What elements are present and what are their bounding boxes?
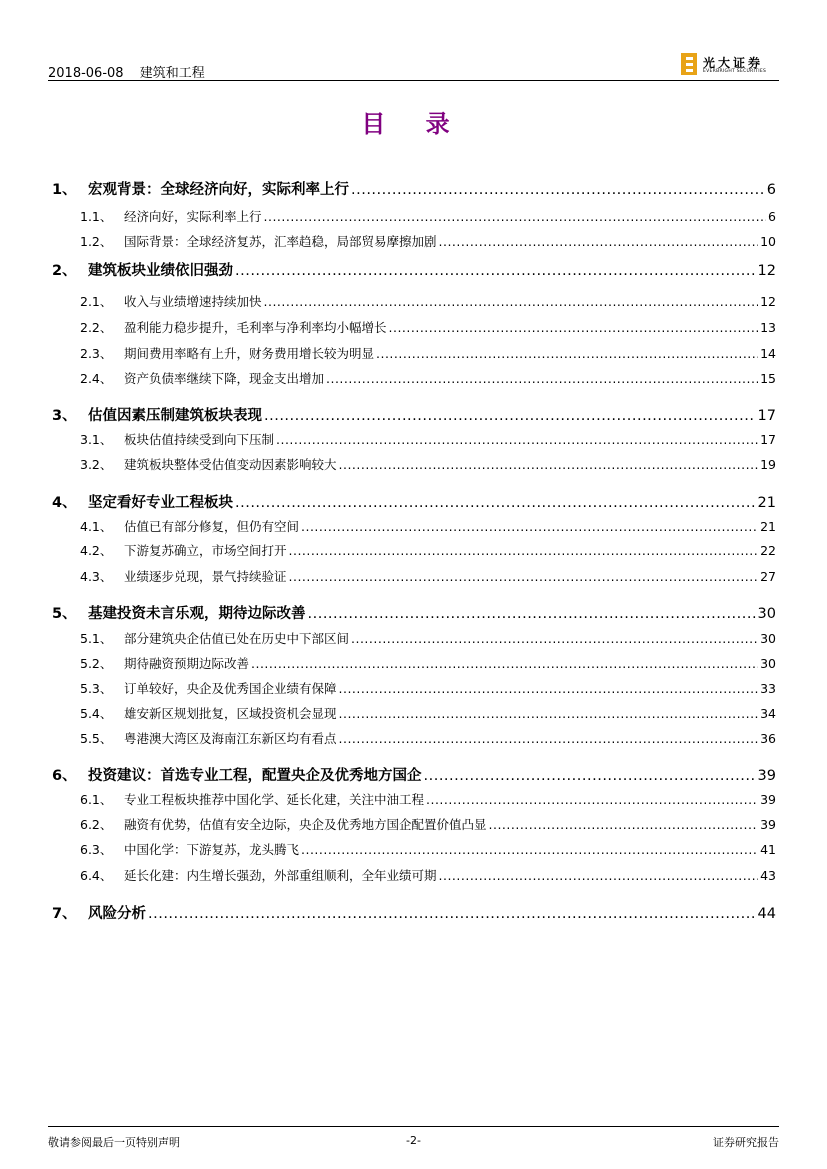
toc-entry[interactable] [80, 729, 776, 747]
toc-entry-title: 盈利能力稳步提升，毛利率与净利率均小幅增长 [124, 320, 387, 335]
toc-entry[interactable] [52, 491, 776, 512]
toc-entry-page: 39 [757, 768, 776, 784]
report-category: 建筑和工程 [139, 66, 205, 81]
toc-entry-page: 21 [757, 495, 776, 511]
toc-entry-number: 3.1、 [80, 432, 113, 447]
toc-entry-title: 订单较好，央企及优秀国企业绩有保障 [124, 681, 337, 696]
toc-entry-title: 专业工程板块推荐中国化学、延长化建，关注中油工程 [124, 792, 425, 807]
toc-entry-title: 基建投资未言乐观，期待边际改善 [88, 606, 306, 622]
toc-entry-page: 33 [760, 681, 776, 696]
toc-dot-leader [426, 792, 758, 807]
toc-entry-title: 中国化学：下游复苏，龙头腾飞 [124, 842, 300, 857]
toc-entry-page: 21 [760, 519, 776, 534]
toc-entry[interactable] [80, 344, 776, 362]
toc-dot-leader [235, 495, 756, 511]
toc-entry-number: 5.1、 [80, 631, 113, 646]
toc-dot-leader [339, 731, 759, 746]
toc-entry-number: 4、 [52, 495, 77, 511]
toc-dot-leader [235, 263, 756, 279]
toc-entry-title: 业绩逐步兑现，景气持续验证 [124, 569, 287, 584]
toc-entry-number: 1.1、 [80, 209, 113, 224]
toc-entry[interactable] [80, 318, 776, 336]
toc-entry-page: 44 [757, 906, 776, 922]
toc-entry[interactable] [80, 629, 776, 647]
toc-dot-leader [289, 543, 759, 558]
toc-entry-number: 4.2、 [80, 543, 113, 558]
toc-entry[interactable] [52, 602, 776, 623]
toc-entry[interactable] [52, 764, 776, 785]
toc-entry-number: 2.1、 [80, 294, 113, 309]
toc-entry-number: 4.1、 [80, 519, 113, 534]
toc-entry-page: 30 [757, 606, 776, 622]
toc-entry-page: 22 [760, 543, 776, 558]
toc-entry[interactable] [80, 430, 776, 448]
toc-dot-leader [264, 408, 756, 424]
toc-entry-number: 2.4、 [80, 371, 113, 386]
toc-entry[interactable] [80, 679, 776, 697]
toc-entry-page: 19 [760, 457, 776, 472]
toc-entry-title: 建筑板块整体受估值变动因素影响较大 [124, 457, 337, 472]
header-divider [48, 80, 779, 81]
toc-entry[interactable] [80, 455, 776, 473]
toc-entry-page: 15 [760, 371, 776, 386]
toc-entry-number: 6、 [52, 768, 77, 784]
toc-entry-number: 6.4、 [80, 868, 113, 883]
toc-entry-page: 30 [760, 656, 776, 671]
toc-entry-title: 风险分析 [88, 906, 146, 922]
toc-entry[interactable] [80, 654, 776, 672]
toc-entry-page: 39 [760, 817, 776, 832]
toc-entry-number: 1、 [52, 182, 77, 198]
toc-entry-page: 10 [760, 234, 776, 249]
toc-title: 目 录 [361, 109, 466, 138]
logo-name: 光大证券 [703, 56, 764, 70]
toc-entry-title: 延长化建：内生增长强劲，外部重组顺利，全年业绩可期 [124, 868, 437, 883]
toc-entry-number: 5.3、 [80, 681, 113, 696]
toc-dot-leader [339, 457, 759, 472]
toc-dot-leader [264, 209, 767, 224]
toc-dot-leader [351, 182, 765, 198]
toc-entry-title: 投资建议：首选专业工程，配置央企及优秀地方国企 [88, 768, 422, 784]
toc-entry[interactable] [52, 178, 776, 199]
toc-entry-title: 收入与业绩增速持续加快 [124, 294, 262, 309]
toc-entry-number: 3.2、 [80, 457, 113, 472]
toc-entry[interactable] [80, 704, 776, 722]
toc-entry[interactable] [80, 567, 776, 585]
toc-entry-number: 5.2、 [80, 656, 113, 671]
toc-entry-title: 估值因素压制建筑板块表现 [88, 408, 262, 424]
toc-entry-page: 27 [760, 569, 776, 584]
toc-entry-title: 期间费用率略有上升，财务费用增长较为明显 [124, 346, 375, 361]
toc-entry[interactable] [80, 292, 776, 310]
everbright-logo-icon [681, 53, 697, 75]
everbright-logo [681, 53, 777, 77]
toc-entry[interactable] [80, 541, 776, 559]
toc-entry-page: 34 [760, 706, 776, 721]
toc-entry-page: 17 [757, 408, 776, 424]
toc-entry-number: 3、 [52, 408, 77, 424]
toc-dot-leader [489, 817, 759, 832]
toc-entry[interactable] [80, 369, 776, 387]
toc-entry[interactable] [80, 207, 776, 225]
toc-dot-leader [251, 656, 758, 671]
toc-entry-number: 5、 [52, 606, 77, 622]
toc-dot-leader [289, 569, 759, 584]
toc-entry-page: 6 [766, 182, 776, 198]
toc-entry-title: 融资有优势，估值有安全边际，央企及优秀地方国企配置价值凸显 [124, 817, 487, 832]
toc-entry-page: 14 [760, 346, 776, 361]
toc-dot-leader [148, 906, 756, 922]
toc-dot-leader [264, 294, 759, 309]
toc-entry-title: 国际背景：全球经济复苏，汇率趋稳，局部贸易摩擦加剧 [124, 234, 437, 249]
toc-dot-leader [276, 432, 758, 447]
toc-entry-title: 部分建筑央企估值已处在历史中下部区间 [124, 631, 350, 646]
toc-entry-number: 7、 [52, 906, 77, 922]
toc-dot-leader [301, 842, 758, 857]
toc-dot-leader [339, 706, 759, 721]
toc-entry-title: 期待融资预期边际改善 [124, 656, 250, 671]
toc-dot-leader [439, 868, 759, 883]
page-number: -2- [406, 1134, 421, 1147]
toc-dot-leader [308, 606, 756, 622]
toc-entry[interactable] [80, 517, 776, 535]
toc-entry-page: 12 [757, 263, 776, 279]
toc-entry-title: 板块估值持续受到向下压制 [124, 432, 275, 447]
toc-entry[interactable] [80, 840, 776, 858]
toc-entry-title: 宏观背景：全球经济向好，实际利率上行 [88, 182, 349, 198]
toc-entry-number: 6.2、 [80, 817, 113, 832]
toc-entry[interactable] [52, 259, 776, 280]
toc-entry-title: 估值已有部分修复，但仍有空间 [124, 519, 300, 534]
toc-dot-leader [389, 320, 759, 335]
toc-entry-title: 建筑板块业绩依旧强劲 [88, 263, 233, 279]
toc-entry-number: 6.3、 [80, 842, 113, 857]
toc-entry[interactable] [52, 902, 776, 923]
toc-entry-title: 雄安新区规划批复，区域投资机会显现 [124, 706, 337, 721]
toc-entry-page: 39 [760, 792, 776, 807]
toc-entry-number: 6.1、 [80, 792, 113, 807]
toc-dot-leader [376, 346, 758, 361]
toc-dot-leader [326, 371, 758, 386]
toc-dot-leader [424, 768, 756, 784]
toc-entry-title: 粤港澳大湾区及海南江东新区均有看点 [124, 731, 337, 746]
page-header [48, 62, 205, 81]
toc-entry-number: 4.3、 [80, 569, 113, 584]
toc-dot-leader [301, 519, 758, 534]
toc-dot-leader [339, 681, 759, 696]
toc-entry-page: 36 [760, 731, 776, 746]
toc-dot-leader [351, 631, 758, 646]
toc-entry-number: 2.2、 [80, 320, 113, 335]
toc-entry-page: 13 [760, 320, 776, 335]
toc-entry-page: 12 [760, 294, 776, 309]
toc-entry-page: 41 [760, 842, 776, 857]
toc-entry-page: 17 [760, 432, 776, 447]
toc-entry-number: 5.4、 [80, 706, 113, 721]
logo-subtitle: EVERBRIGHT SECURITIES [703, 69, 767, 74]
toc-entry[interactable] [80, 790, 776, 808]
toc-entry-page: 43 [760, 868, 776, 883]
report-date: 2018-06-08 [48, 66, 124, 81]
toc-dot-leader [439, 234, 759, 249]
footer-disclaimer: 敬请参阅最后一页特别声明 [48, 1136, 180, 1149]
toc-entry-number: 5.5、 [80, 731, 113, 746]
footer-report-type: 证券研究报告 [713, 1136, 779, 1149]
toc-entry-number: 1.2、 [80, 234, 113, 249]
toc-entry[interactable] [80, 866, 776, 884]
toc-entry-number: 2.3、 [80, 346, 113, 361]
toc-entry-number: 2、 [52, 263, 77, 279]
toc-entry-title: 下游复苏确立，市场空间打开 [124, 543, 287, 558]
footer-divider [48, 1126, 779, 1127]
toc-entry-title: 经济向好，实际利率上行 [124, 209, 262, 224]
toc-entry[interactable] [80, 232, 776, 250]
toc-entry-title: 资产负债率继续下降，现金支出增加 [124, 371, 325, 386]
toc-entry-title: 坚定看好专业工程板块 [88, 495, 233, 511]
toc-entry-page: 30 [760, 631, 776, 646]
toc-entry[interactable] [80, 815, 776, 833]
toc-entry-page: 6 [768, 209, 776, 224]
toc-entry[interactable] [52, 404, 776, 425]
